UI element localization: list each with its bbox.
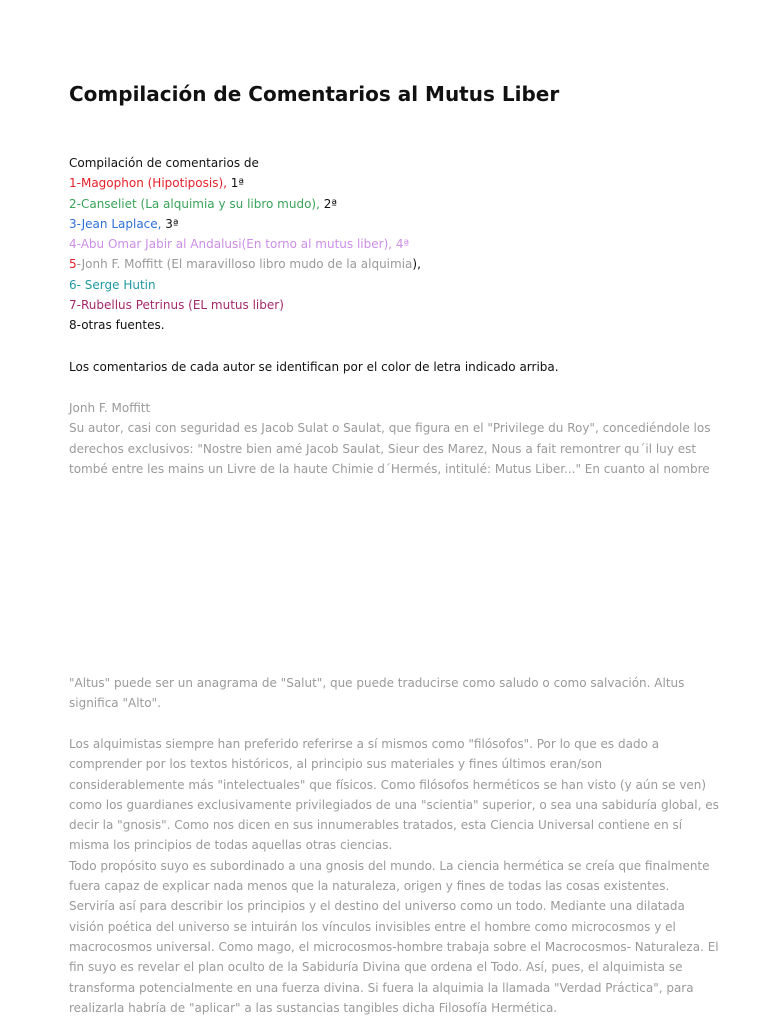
paragraph-line: "Altus" puede ser un anagrama de "Salut", que puede traducirse como saludo o como salvación. Altus <box>69 676 685 690</box>
author-name: 7-Rubellus Petrinus (EL mutus liber) <box>69 298 284 313</box>
document-title: Compilación de Comentarios al Mutus Liber <box>69 82 560 106</box>
paragraph-line: realizarla habría de "aplicar" a las sustancias tangibles dicha Filosofía Hermética. <box>69 1000 558 1015</box>
paragraph-line: decir la "gnosis". Como nos dicen en sus innumerables tratados, esta Ciencia Universal contiene en sí <box>69 818 683 833</box>
author-name: 3-Jean Laplace, <box>69 216 162 231</box>
intro-heading: Compilación de comentarios de <box>69 156 259 170</box>
author-legend-item-other <box>69 315 709 335</box>
paragraph-line: fuera capaz de explicar nada menos que la naturaleza, origen y fines de todas las cosas existentes. <box>69 879 670 894</box>
paragraph-line: macrocosmos universal. Como mago, el microcosmos-hombre trabaja sobre el Macrocosmos- Naturaleza. El <box>69 939 719 954</box>
color-note <box>69 357 709 377</box>
paragraph-line: Todo propósito suyo es subordinado a una gnosis del mundo. La ciencia hermética se creía que finalmente <box>69 858 710 873</box>
paragraph-line: significa "Alto". <box>69 696 161 711</box>
author-order: ), <box>412 257 421 272</box>
author-legend-item-jabir <box>69 234 709 254</box>
paragraph-line: comprender por los textos históricos, al principio sus materiales y fines últimos eran/son <box>69 757 603 772</box>
moffitt-commentary <box>69 398 709 479</box>
paragraph-line: considerablemente más "intelectuales" que físicos. Como filósofos herméticos se han visto (y aún se ven) <box>69 777 707 792</box>
paragraph-line: Serviría así para describir los principios y el destino del universo como un todo. Mediante una dilatada <box>69 899 685 914</box>
paragraph-line: transforma potencialmente en una fuerza divina. Si fuera la alquimia la llamada "Verdad Práctica", para <box>69 980 694 995</box>
author-name: 6- Serge Hutin <box>69 277 156 292</box>
author-order: 3ª <box>161 216 179 231</box>
altus-paragraph <box>69 673 709 714</box>
paragraph-line: derechos exclusivos: "Nostre bien amé Jacob Saulat, Sieur des Marez, Nous a fait remontrer qu´il luy est <box>69 441 697 456</box>
paragraph-line: Su autor, casi con seguridad es Jacob Sulat o Saulat, que figura en el "Privilege du Roy", concediéndole los <box>69 421 711 436</box>
author-name: -Jonh F. Moffitt (El maravilloso libro mudo de la alquimia <box>76 257 413 272</box>
author-legend-item-hutin <box>69 275 709 295</box>
commentary-author: Jonh F. Moffitt <box>69 401 151 415</box>
author-legend-item-petrinus <box>69 295 709 315</box>
author-legend-item-laplace <box>69 214 709 234</box>
paragraph-line: tombé entre les mains un Livre de la haute Chimie d´Hermés, intitulé: Mutus Liber..." En cuanto al nombre <box>69 461 710 476</box>
paragraph-line: Los alquimistas siempre han preferido referirse a sí mismos como "filósofos". Por lo que es dado a <box>69 737 660 751</box>
paragraph-line: como los guardianes exclusivamente privilegiados de una "scientia" superior, o sea una sabiduría global, es <box>69 797 719 812</box>
paragraph-line: fin suyo es revelar el plan oculto de la Sabiduría Divina que ordena el Todo. Así, pues, el alquimista se <box>69 960 683 975</box>
author-number: 5 <box>69 257 77 272</box>
author-name: 4-Abu Omar Jabir al Andalusi(En torno al mutus liber), 4ª <box>69 237 410 252</box>
author-name: 8-otras fuentes. <box>69 318 165 333</box>
paragraph-line: visión poética del universo se intuirán los vínculos invisibles entre el hombre como microcosmos y el <box>69 919 676 934</box>
author-legend <box>69 153 709 336</box>
author-name: 1-Magophon (Hipotiposis), <box>69 176 227 191</box>
author-legend-item-canseliet <box>69 194 709 214</box>
author-order: 2ª <box>319 196 338 211</box>
author-name: 2-Canseliet (La alquimia y su libro mudo), <box>69 196 320 211</box>
author-order: 1ª <box>226 176 245 191</box>
author-legend-item-moffitt <box>69 254 709 274</box>
color-note-text: Los comentarios de cada autor se identifican por el color de letra indicado arriba. <box>69 360 559 374</box>
alquimistas-paragraph <box>69 734 719 1018</box>
author-legend-item-magophon <box>69 173 709 193</box>
paragraph-line: misma los principios de todas aquellas otras ciencias. <box>69 838 393 853</box>
